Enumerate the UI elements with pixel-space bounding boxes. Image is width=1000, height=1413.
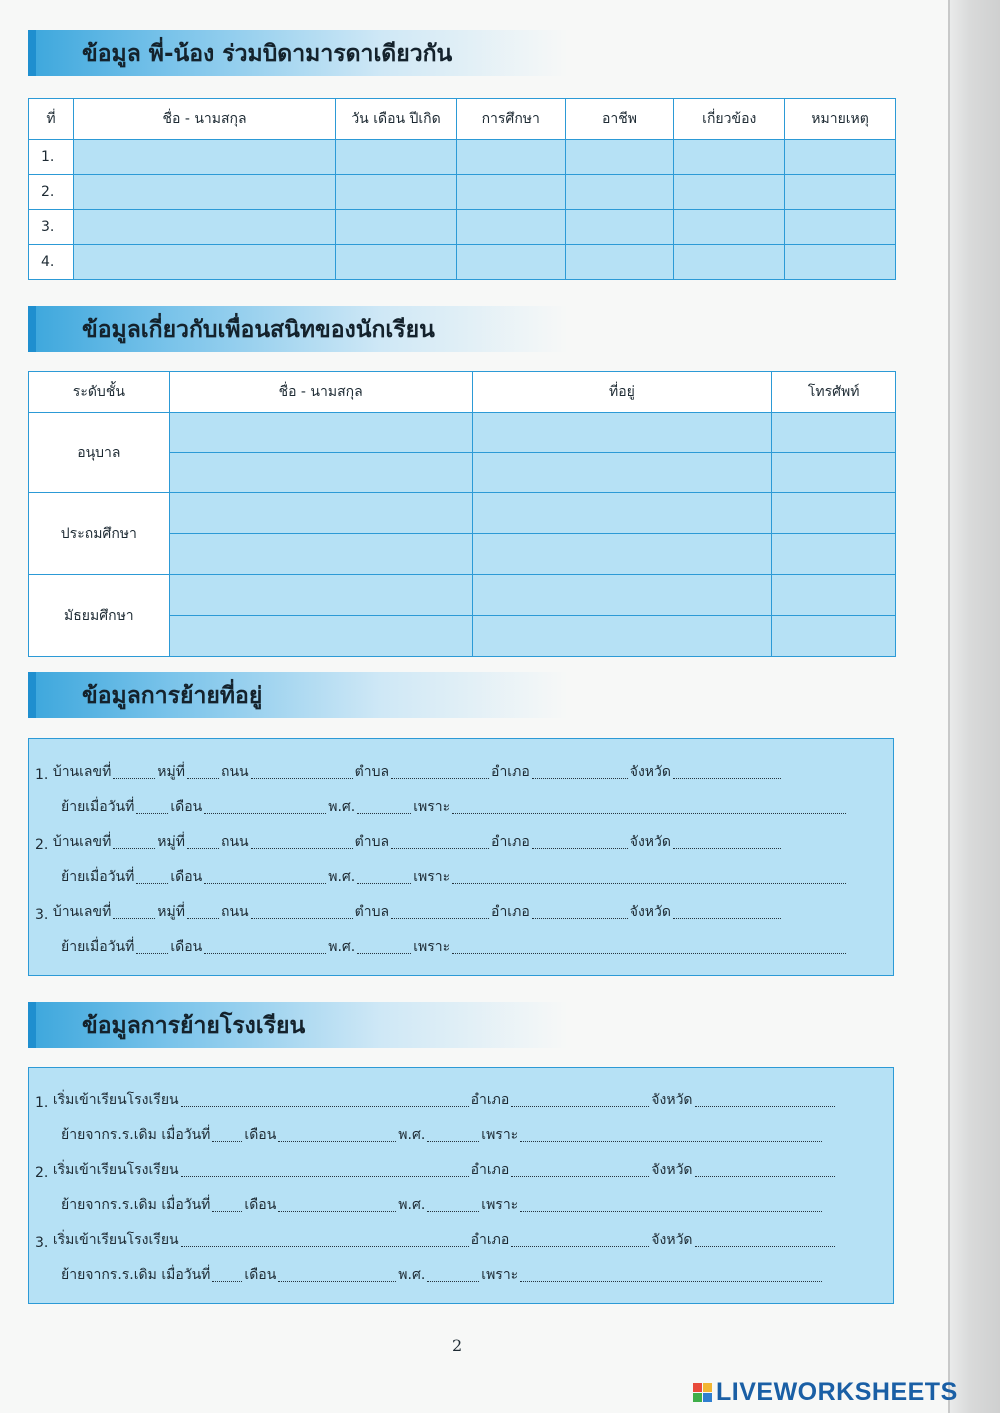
year-field[interactable] [427,1140,479,1142]
name-cell[interactable] [73,210,335,245]
occupation-cell[interactable] [565,175,674,210]
moved-date-label: ย้ายเมื่อวันที่ [61,939,135,955]
year-field[interactable] [357,882,411,884]
moving-box [28,738,894,976]
month-field[interactable] [278,1280,396,1282]
province-field[interactable] [673,777,781,779]
district-field[interactable] [511,1175,649,1177]
table-row [29,175,896,210]
friends-title: ข้อมูลเกี่ยวกับเพื่อนสนิทของนักเรียน [82,317,435,343]
month-field[interactable] [278,1140,396,1142]
month-field[interactable] [204,952,326,954]
province-label: จังหวัด [629,764,671,780]
month-label: เดือน [170,939,203,955]
month-label: เดือน [244,1197,277,1213]
phone-cell[interactable] [772,534,896,575]
house-no-label: บ้านเลขที่ [52,764,112,780]
reason-label: เพราะ [481,1267,519,1283]
page-edge [950,0,1000,1413]
level-cell: ประถมศึกษา [29,493,170,575]
road-label: ถนน [220,834,249,850]
reason-label: เพราะ [413,869,451,885]
year-label: พ.ศ. [328,939,356,955]
province-label: จังหวัด [651,1232,693,1248]
relation-cell[interactable] [674,140,785,175]
level-cell: อนุบาล [29,413,170,493]
entry-number: 3. [35,1235,49,1251]
col-header-birthdate: วัน เดือน ปีเกิด [336,99,457,140]
district-field[interactable] [532,917,628,919]
month-field[interactable] [204,882,326,884]
phone-cell[interactable] [772,493,896,534]
month-label: เดือน [170,869,203,885]
relation-cell[interactable] [674,210,785,245]
entry-number: 2. [35,1165,49,1181]
moving-address-line [35,827,783,853]
moving-address-line [35,897,783,923]
district-label: อำเภอ [491,764,530,780]
month-label: เดือน [244,1267,277,1283]
table-row [29,140,896,175]
name-cell[interactable] [169,453,472,493]
phone-cell[interactable] [772,413,896,453]
table-row [29,493,896,534]
friends-header-row [29,372,896,413]
address-cell[interactable] [472,575,772,616]
year-field[interactable] [357,812,411,814]
siblings-section-header [28,30,568,76]
road-field[interactable] [251,917,353,919]
year-field[interactable] [357,952,411,954]
occupation-cell[interactable] [565,245,674,280]
birthdate-cell[interactable] [336,245,457,280]
moved-from-label: ย้ายจากร.ร.เดิม [61,1127,157,1143]
subdistrict-label: ตำบล [354,834,390,850]
address-cell[interactable] [472,453,772,493]
entry-number: 2. [35,837,49,853]
moving-title: ข้อมูลการย้ายที่อยู่ [82,683,263,709]
phone-cell[interactable] [772,453,896,493]
occupation-cell[interactable] [565,210,674,245]
moving-date-line [61,862,848,888]
month-label: เดือน [244,1127,277,1143]
school-line [35,1155,837,1181]
district-field[interactable] [511,1105,649,1107]
name-cell[interactable] [73,140,335,175]
reason-label: เพราะ [413,799,451,815]
school-line [35,1225,837,1251]
road-label: ถนน [220,904,249,920]
col-header-level: ระดับชั้น [29,372,170,413]
district-label: อำเภอ [491,904,530,920]
address-cell[interactable] [472,413,772,453]
col-header-remark: หมายเหตุ [785,99,896,140]
subdistrict-label: ตำบล [354,764,390,780]
education-cell[interactable] [456,140,565,175]
reason-field[interactable] [520,1280,822,1282]
remark-cell[interactable] [785,140,896,175]
col-header-address: ที่อยู่ [472,372,772,413]
col-header-relation: เกี่ยวข้อง [674,99,785,140]
birthdate-cell[interactable] [336,175,457,210]
remark-cell[interactable] [785,175,896,210]
level-cell: มัธยมศึกษา [29,575,170,657]
friends-section-header [28,306,568,352]
date-field[interactable] [212,1280,242,1282]
liveworksheets-logo [693,1378,958,1406]
moved-from-label: ย้ายจากร.ร.เดิม [61,1197,157,1213]
house-no-label: บ้านเลขที่ [52,904,112,920]
birthdate-cell[interactable] [336,140,457,175]
moved-from-label: ย้ายจากร.ร.เดิม [61,1267,157,1283]
school-transfer-title: ข้อมูลการย้ายโรงเรียน [82,1013,306,1039]
subdistrict-field[interactable] [391,847,489,849]
district-label: อำเภอ [491,834,530,850]
province-field[interactable] [695,1245,835,1247]
district-label: อำเภอ [470,1092,510,1108]
start-school-label: เริ่มเข้าเรียนโรงเรียน [52,1162,179,1178]
subdistrict-label: ตำบล [354,904,390,920]
date-field[interactable] [212,1140,242,1142]
name-cell[interactable] [73,175,335,210]
reason-field[interactable] [452,882,846,884]
moo-field[interactable] [187,777,219,779]
address-cell[interactable] [472,534,772,575]
subdistrict-field[interactable] [391,917,489,919]
moo-field[interactable] [187,917,219,919]
col-header-education: การศึกษา [456,99,565,140]
entry-number: 3. [35,907,49,923]
logo-mark-icon [693,1383,712,1402]
province-field[interactable] [695,1105,835,1107]
table-row [29,245,896,280]
siblings-title: ข้อมูล พี่-น้อง ร่วมบิดามารดาเดียวกัน [82,41,453,67]
siblings-header-row [29,99,896,140]
date-label: เมื่อวันที่ [161,1127,211,1143]
province-field[interactable] [673,917,781,919]
district-field[interactable] [511,1245,649,1247]
row-number: 2. [29,175,74,210]
name-cell[interactable] [169,413,472,453]
table-row [29,210,896,245]
entry-number: 1. [35,767,49,783]
address-cell[interactable] [472,493,772,534]
month-field[interactable] [204,812,326,814]
logo-text: LIVEWORKSHEETS [716,1377,958,1406]
friends-table [28,371,896,657]
house-no-label: บ้านเลขที่ [52,834,112,850]
name-cell[interactable] [73,245,335,280]
education-cell[interactable] [456,245,565,280]
year-label: พ.ศ. [328,799,356,815]
province-field[interactable] [673,847,781,849]
reason-field[interactable] [520,1140,822,1142]
phone-cell[interactable] [772,575,896,616]
road-label: ถนน [220,764,249,780]
reason-label: เพราะ [481,1127,519,1143]
province-label: จังหวัด [651,1162,693,1178]
province-label: จังหวัด [629,904,671,920]
moving-date-line [61,932,848,958]
school-date-line [61,1190,824,1216]
name-cell[interactable] [169,534,472,575]
address-cell[interactable] [472,616,772,657]
moving-address-line [35,757,783,783]
moo-label: หมู่ที่ [157,834,185,850]
district-label: อำเภอ [470,1162,510,1178]
moving-date-line [61,792,848,818]
name-cell[interactable] [169,616,472,657]
year-field[interactable] [427,1210,479,1212]
school-date-line [61,1120,824,1146]
moved-date-field[interactable] [136,812,168,814]
year-label: พ.ศ. [398,1127,426,1143]
reason-field[interactable] [452,952,846,954]
col-header-phone: โทรศัพท์ [772,372,896,413]
remark-cell[interactable] [785,210,896,245]
date-label: เมื่อวันที่ [161,1267,211,1283]
moving-section-header [28,672,568,718]
entry-number: 1. [35,1095,49,1111]
month-field[interactable] [278,1210,396,1212]
district-field[interactable] [532,777,628,779]
province-field[interactable] [695,1175,835,1177]
col-header-name: ชื่อ - นามสกุล [169,372,472,413]
reason-label: เพราะ [413,939,451,955]
school-name-field[interactable] [181,1245,469,1247]
name-cell[interactable] [169,575,472,616]
relation-cell[interactable] [674,175,785,210]
school-transfer-section-header [28,1002,568,1048]
year-label: พ.ศ. [398,1197,426,1213]
district-label: อำเภอ [470,1232,510,1248]
subdistrict-field[interactable] [391,777,489,779]
reason-field[interactable] [520,1210,822,1212]
school-name-field[interactable] [181,1175,469,1177]
road-field[interactable] [251,847,353,849]
row-number: 3. [29,210,74,245]
birthdate-cell[interactable] [336,210,457,245]
siblings-table [28,98,896,280]
school-transfer-box [28,1067,894,1304]
road-field[interactable] [251,777,353,779]
year-label: พ.ศ. [328,869,356,885]
year-field[interactable] [427,1280,479,1282]
col-header-no: ที่ [29,99,74,140]
house-no-field[interactable] [113,777,155,779]
reason-field[interactable] [452,812,846,814]
moved-date-field[interactable] [136,952,168,954]
date-label: เมื่อวันที่ [161,1197,211,1213]
remark-cell[interactable] [785,245,896,280]
page-number: 2 [452,1336,463,1355]
moved-date-label: ย้ายเมื่อวันที่ [61,869,135,885]
start-school-label: เริ่มเข้าเรียนโรงเรียน [52,1092,179,1108]
month-label: เดือน [170,799,203,815]
table-row [29,575,896,616]
moved-date-field[interactable] [136,882,168,884]
name-cell[interactable] [169,493,472,534]
education-cell[interactable] [456,175,565,210]
province-label: จังหวัด [651,1092,693,1108]
house-no-field[interactable] [113,847,155,849]
occupation-cell[interactable] [565,140,674,175]
start-school-label: เริ่มเข้าเรียนโรงเรียน [52,1232,179,1248]
year-label: พ.ศ. [398,1267,426,1283]
moo-label: หมู่ที่ [157,904,185,920]
phone-cell[interactable] [772,616,896,657]
moved-date-label: ย้ายเมื่อวันที่ [61,799,135,815]
education-cell[interactable] [456,210,565,245]
house-no-field[interactable] [113,917,155,919]
relation-cell[interactable] [674,245,785,280]
province-label: จังหวัด [629,834,671,850]
moo-label: หมู่ที่ [157,764,185,780]
school-name-field[interactable] [181,1105,469,1107]
district-field[interactable] [532,847,628,849]
moo-field[interactable] [187,847,219,849]
page-edge-line [948,0,950,1413]
school-line [35,1085,837,1111]
col-header-name: ชื่อ - นามสกุล [73,99,335,140]
reason-label: เพราะ [481,1197,519,1213]
row-number: 1. [29,140,74,175]
table-row [29,413,896,453]
row-number: 4. [29,245,74,280]
school-date-line [61,1260,824,1286]
date-field[interactable] [212,1210,242,1212]
col-header-occupation: อาชีพ [565,99,674,140]
